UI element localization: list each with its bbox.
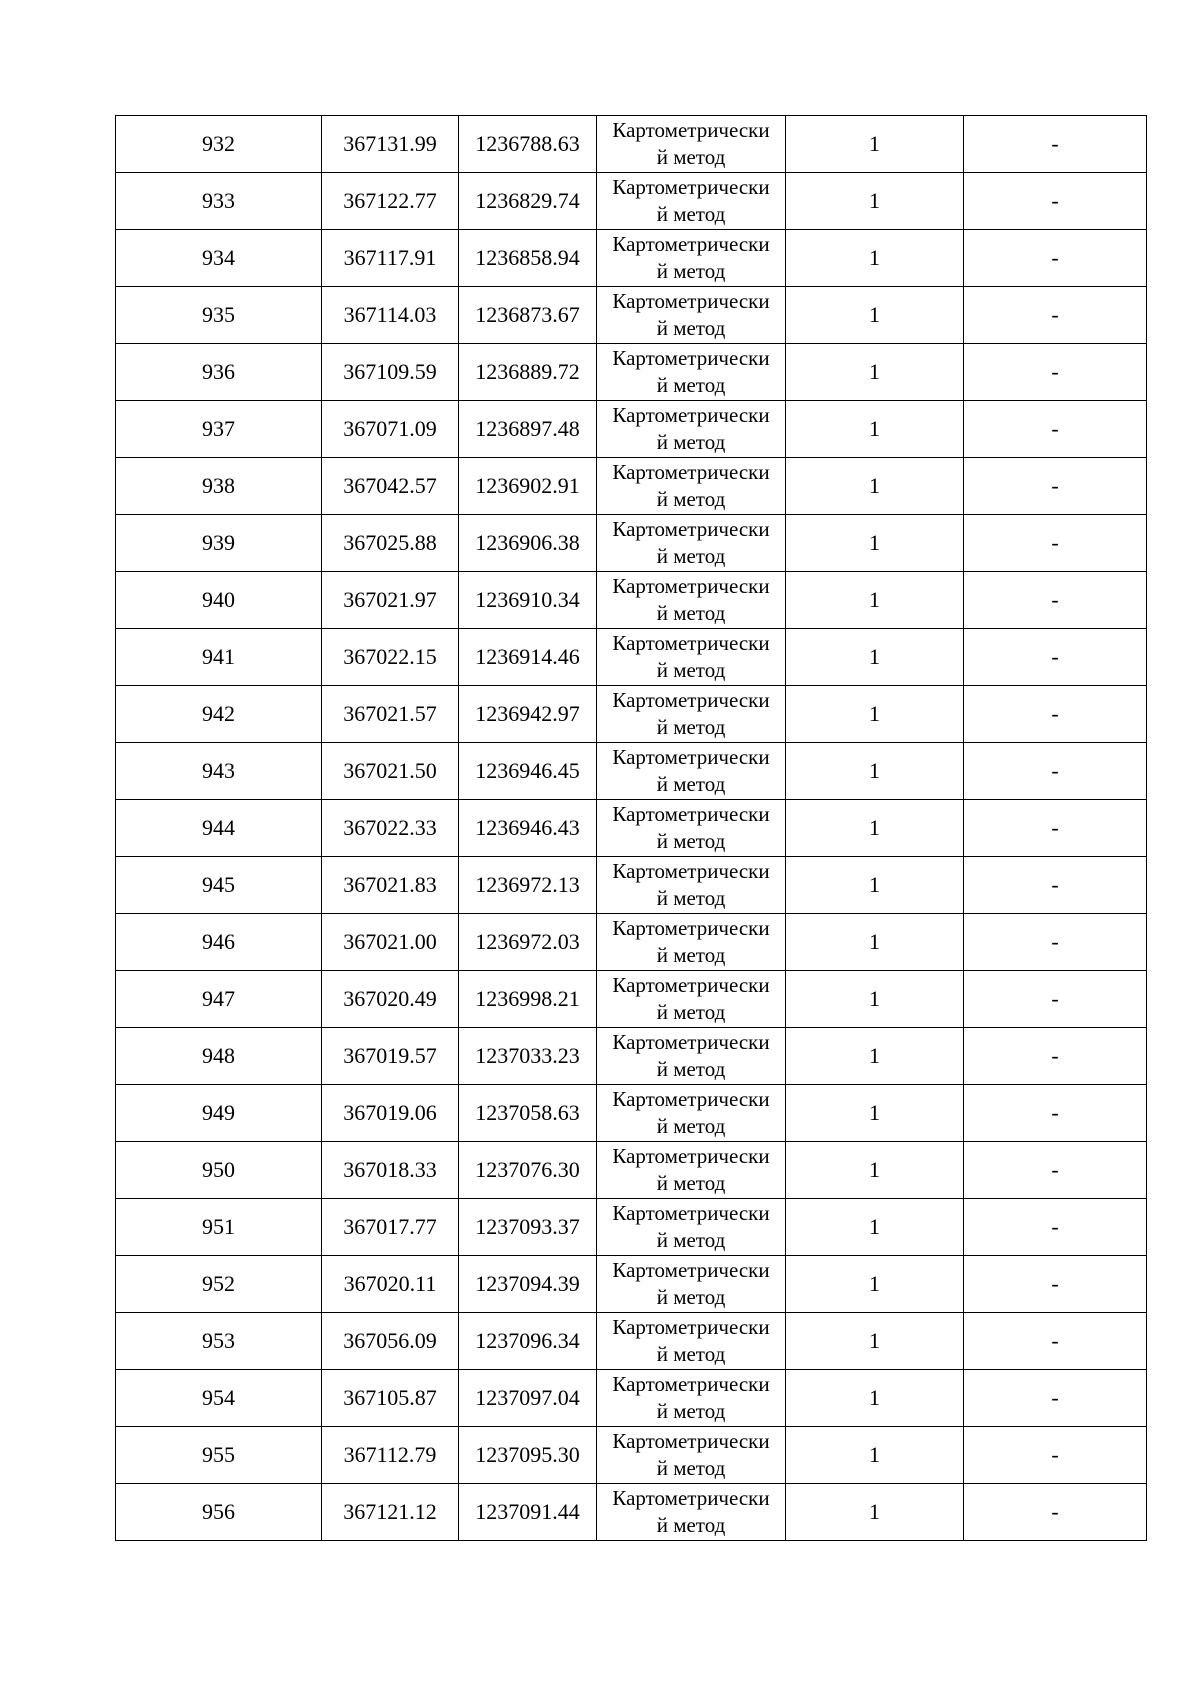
x-coordinate-cell: 367021.97 — [322, 572, 459, 629]
note-cell: - — [964, 914, 1147, 971]
x-coordinate-cell: 367020.11 — [322, 1256, 459, 1313]
x-coordinate-cell: 367105.87 — [322, 1370, 459, 1427]
note-cell: - — [964, 1028, 1147, 1085]
method-text-line: й метод — [656, 1171, 726, 1195]
method-text-line: й метод — [656, 1114, 726, 1138]
x-coordinate-cell: 367021.83 — [322, 857, 459, 914]
table-row — [116, 971, 1147, 1028]
table-row — [116, 401, 1147, 458]
table-row — [116, 1427, 1147, 1484]
method-cell — [597, 287, 786, 344]
table-row — [116, 1370, 1147, 1427]
method-text-line: й метод — [656, 1399, 726, 1423]
method-cell — [597, 515, 786, 572]
method-text-line: Картометрически — [612, 118, 770, 142]
method-text-line: Картометрически — [612, 973, 770, 997]
method-cell — [597, 629, 786, 686]
table-row — [116, 1199, 1147, 1256]
method-cell — [597, 743, 786, 800]
y-coordinate-cell: 1237096.34 — [459, 1313, 597, 1370]
point-number-cell: 956 — [116, 1484, 322, 1541]
accuracy-cell: 1 — [786, 116, 964, 173]
table-row — [116, 1313, 1147, 1370]
method-text-line: й метод — [656, 772, 726, 796]
note-cell: - — [964, 800, 1147, 857]
y-coordinate-cell: 1236946.43 — [459, 800, 597, 857]
method-text-line: й метод — [656, 487, 726, 511]
accuracy-cell: 1 — [786, 1085, 964, 1142]
point-number-cell: 936 — [116, 344, 322, 401]
method-text-line: Картометрически — [612, 916, 770, 940]
method-text-line: Картометрически — [612, 1030, 770, 1054]
x-coordinate-cell: 367112.79 — [322, 1427, 459, 1484]
note-cell: - — [964, 971, 1147, 1028]
note-cell: - — [964, 1199, 1147, 1256]
method-cell — [597, 401, 786, 458]
x-coordinate-cell: 367071.09 — [322, 401, 459, 458]
point-number-cell: 951 — [116, 1199, 322, 1256]
method-text-line: й метод — [656, 886, 726, 910]
y-coordinate-cell: 1236972.13 — [459, 857, 597, 914]
method-text-line: й метод — [656, 829, 726, 853]
accuracy-cell: 1 — [786, 1313, 964, 1370]
y-coordinate-cell: 1237058.63 — [459, 1085, 597, 1142]
method-cell — [597, 686, 786, 743]
note-cell: - — [964, 1484, 1147, 1541]
method-text-line: Картометрически — [612, 1144, 770, 1168]
accuracy-cell: 1 — [786, 1427, 964, 1484]
point-number-cell: 949 — [116, 1085, 322, 1142]
y-coordinate-cell: 1236829.74 — [459, 173, 597, 230]
point-number-cell: 952 — [116, 1256, 322, 1313]
note-cell: - — [964, 572, 1147, 629]
method-text-line: Картометрически — [612, 1315, 770, 1339]
method-text-line: й метод — [656, 1285, 726, 1309]
method-text-line: Картометрически — [612, 574, 770, 598]
accuracy-cell: 1 — [786, 629, 964, 686]
table-row — [116, 344, 1147, 401]
method-text-line: й метод — [656, 601, 726, 625]
note-cell: - — [964, 1427, 1147, 1484]
method-cell — [597, 1028, 786, 1085]
y-coordinate-cell: 1236873.67 — [459, 287, 597, 344]
accuracy-cell: 1 — [786, 686, 964, 743]
y-coordinate-cell: 1236906.38 — [459, 515, 597, 572]
x-coordinate-cell: 367109.59 — [322, 344, 459, 401]
method-cell — [597, 1256, 786, 1313]
method-cell — [597, 1085, 786, 1142]
x-coordinate-cell: 367131.99 — [322, 116, 459, 173]
note-cell: - — [964, 458, 1147, 515]
method-text-line: Картометрически — [612, 1429, 770, 1453]
y-coordinate-cell: 1236998.21 — [459, 971, 597, 1028]
x-coordinate-cell: 367025.88 — [322, 515, 459, 572]
accuracy-cell: 1 — [786, 230, 964, 287]
method-cell — [597, 971, 786, 1028]
method-text-line: й метод — [656, 715, 726, 739]
method-text-line: Картометрически — [612, 1201, 770, 1225]
table-row — [116, 572, 1147, 629]
method-cell — [597, 572, 786, 629]
method-text-line: й метод — [656, 259, 726, 283]
method-text-line: Картометрически — [612, 1486, 770, 1510]
method-text-line: й метод — [656, 1456, 726, 1480]
x-coordinate-cell: 367117.91 — [322, 230, 459, 287]
method-cell — [597, 116, 786, 173]
method-text-line: й метод — [656, 943, 726, 967]
method-text-line: Картометрически — [612, 1258, 770, 1282]
note-cell: - — [964, 743, 1147, 800]
accuracy-cell: 1 — [786, 1028, 964, 1085]
point-number-cell: 947 — [116, 971, 322, 1028]
method-cell — [597, 458, 786, 515]
x-coordinate-cell: 367022.15 — [322, 629, 459, 686]
point-number-cell: 946 — [116, 914, 322, 971]
coordinates-table — [115, 115, 1147, 1541]
method-cell — [597, 1427, 786, 1484]
table-row — [116, 287, 1147, 344]
y-coordinate-cell: 1236902.91 — [459, 458, 597, 515]
x-coordinate-cell: 367021.57 — [322, 686, 459, 743]
note-cell: - — [964, 401, 1147, 458]
x-coordinate-cell: 367122.77 — [322, 173, 459, 230]
note-cell: - — [964, 230, 1147, 287]
table-row — [116, 1142, 1147, 1199]
method-text-line: й метод — [656, 316, 726, 340]
x-coordinate-cell: 367121.12 — [322, 1484, 459, 1541]
x-coordinate-cell: 367017.77 — [322, 1199, 459, 1256]
method-text-line: й метод — [656, 1057, 726, 1081]
point-number-cell: 935 — [116, 287, 322, 344]
accuracy-cell: 1 — [786, 515, 964, 572]
y-coordinate-cell: 1237094.39 — [459, 1256, 597, 1313]
y-coordinate-cell: 1236914.46 — [459, 629, 597, 686]
x-coordinate-cell: 367021.50 — [322, 743, 459, 800]
accuracy-cell: 1 — [786, 971, 964, 1028]
method-text-line: й метод — [656, 202, 726, 226]
y-coordinate-cell: 1236942.97 — [459, 686, 597, 743]
accuracy-cell: 1 — [786, 287, 964, 344]
method-text-line: Картометрически — [612, 1087, 770, 1111]
method-text-line: й метод — [656, 544, 726, 568]
table-row — [116, 116, 1147, 173]
method-text-line: Картометрически — [612, 289, 770, 313]
note-cell: - — [964, 515, 1147, 572]
y-coordinate-cell: 1236788.63 — [459, 116, 597, 173]
point-number-cell: 944 — [116, 800, 322, 857]
point-number-cell: 940 — [116, 572, 322, 629]
note-cell: - — [964, 287, 1147, 344]
method-text-line: Картометрически — [612, 403, 770, 427]
x-coordinate-cell: 367020.49 — [322, 971, 459, 1028]
note-cell: - — [964, 1370, 1147, 1427]
accuracy-cell: 1 — [786, 458, 964, 515]
point-number-cell: 934 — [116, 230, 322, 287]
accuracy-cell: 1 — [786, 914, 964, 971]
point-number-cell: 954 — [116, 1370, 322, 1427]
table-row — [116, 629, 1147, 686]
table-row — [116, 914, 1147, 971]
point-number-cell: 950 — [116, 1142, 322, 1199]
y-coordinate-cell: 1237095.30 — [459, 1427, 597, 1484]
method-cell — [597, 1142, 786, 1199]
method-text-line: Картометрически — [612, 1372, 770, 1396]
x-coordinate-cell: 367019.57 — [322, 1028, 459, 1085]
point-number-cell: 943 — [116, 743, 322, 800]
x-coordinate-cell: 367022.33 — [322, 800, 459, 857]
accuracy-cell: 1 — [786, 1370, 964, 1427]
accuracy-cell: 1 — [786, 800, 964, 857]
method-text-line: Картометрически — [612, 517, 770, 541]
table-row — [116, 1484, 1147, 1541]
method-text-line: Картометрически — [612, 745, 770, 769]
method-text-line: й метод — [656, 1342, 726, 1366]
note-cell: - — [964, 629, 1147, 686]
note-cell: - — [964, 116, 1147, 173]
accuracy-cell: 1 — [786, 344, 964, 401]
y-coordinate-cell: 1236858.94 — [459, 230, 597, 287]
point-number-cell: 942 — [116, 686, 322, 743]
table-row — [116, 230, 1147, 287]
point-number-cell: 932 — [116, 116, 322, 173]
method-cell — [597, 173, 786, 230]
note-cell: - — [964, 857, 1147, 914]
point-number-cell: 948 — [116, 1028, 322, 1085]
method-cell — [597, 800, 786, 857]
table-row — [116, 800, 1147, 857]
method-text-line: Картометрически — [612, 688, 770, 712]
coordinates-table-body — [116, 116, 1147, 1541]
accuracy-cell: 1 — [786, 1256, 964, 1313]
method-cell — [597, 1199, 786, 1256]
point-number-cell: 937 — [116, 401, 322, 458]
method-text-line: Картометрически — [612, 631, 770, 655]
method-text-line: Картометрически — [612, 802, 770, 826]
method-text-line: Картометрически — [612, 346, 770, 370]
note-cell: - — [964, 1085, 1147, 1142]
y-coordinate-cell: 1237097.04 — [459, 1370, 597, 1427]
accuracy-cell: 1 — [786, 743, 964, 800]
method-text-line: Картометрически — [612, 460, 770, 484]
note-cell: - — [964, 686, 1147, 743]
table-row — [116, 1256, 1147, 1313]
method-text-line: Картометрически — [612, 859, 770, 883]
note-cell: - — [964, 1142, 1147, 1199]
y-coordinate-cell: 1236910.34 — [459, 572, 597, 629]
table-row — [116, 743, 1147, 800]
point-number-cell: 955 — [116, 1427, 322, 1484]
accuracy-cell: 1 — [786, 1199, 964, 1256]
y-coordinate-cell: 1236897.48 — [459, 401, 597, 458]
method-cell — [597, 1484, 786, 1541]
method-text-line: й метод — [656, 658, 726, 682]
method-text-line: Картометрически — [612, 232, 770, 256]
method-cell — [597, 230, 786, 287]
accuracy-cell: 1 — [786, 401, 964, 458]
method-text-line: й метод — [656, 373, 726, 397]
x-coordinate-cell: 367114.03 — [322, 287, 459, 344]
method-cell — [597, 914, 786, 971]
method-text-line: й метод — [656, 1228, 726, 1252]
accuracy-cell: 1 — [786, 173, 964, 230]
method-cell — [597, 857, 786, 914]
table-row — [116, 458, 1147, 515]
y-coordinate-cell: 1237091.44 — [459, 1484, 597, 1541]
note-cell: - — [964, 1256, 1147, 1313]
x-coordinate-cell: 367042.57 — [322, 458, 459, 515]
accuracy-cell: 1 — [786, 857, 964, 914]
point-number-cell: 933 — [116, 173, 322, 230]
method-text-line: й метод — [656, 430, 726, 454]
table-row — [116, 1028, 1147, 1085]
method-cell — [597, 344, 786, 401]
table-row — [116, 515, 1147, 572]
note-cell: - — [964, 173, 1147, 230]
accuracy-cell: 1 — [786, 1484, 964, 1541]
method-text-line: й метод — [656, 145, 726, 169]
method-text-line: й метод — [656, 1000, 726, 1024]
table-row — [116, 686, 1147, 743]
table-row — [116, 857, 1147, 914]
point-number-cell: 939 — [116, 515, 322, 572]
accuracy-cell: 1 — [786, 572, 964, 629]
accuracy-cell: 1 — [786, 1142, 964, 1199]
table-row — [116, 1085, 1147, 1142]
y-coordinate-cell: 1237093.37 — [459, 1199, 597, 1256]
point-number-cell: 945 — [116, 857, 322, 914]
x-coordinate-cell: 367021.00 — [322, 914, 459, 971]
x-coordinate-cell: 367018.33 — [322, 1142, 459, 1199]
method-text-line: й метод — [656, 1513, 726, 1537]
y-coordinate-cell: 1236889.72 — [459, 344, 597, 401]
x-coordinate-cell: 367056.09 — [322, 1313, 459, 1370]
x-coordinate-cell: 367019.06 — [322, 1085, 459, 1142]
y-coordinate-cell: 1236972.03 — [459, 914, 597, 971]
method-text-line: Картометрически — [612, 175, 770, 199]
y-coordinate-cell: 1237076.30 — [459, 1142, 597, 1199]
point-number-cell: 938 — [116, 458, 322, 515]
point-number-cell: 953 — [116, 1313, 322, 1370]
note-cell: - — [964, 344, 1147, 401]
table-row — [116, 173, 1147, 230]
point-number-cell: 941 — [116, 629, 322, 686]
y-coordinate-cell: 1237033.23 — [459, 1028, 597, 1085]
y-coordinate-cell: 1236946.45 — [459, 743, 597, 800]
note-cell: - — [964, 1313, 1147, 1370]
method-cell — [597, 1313, 786, 1370]
method-cell — [597, 1370, 786, 1427]
